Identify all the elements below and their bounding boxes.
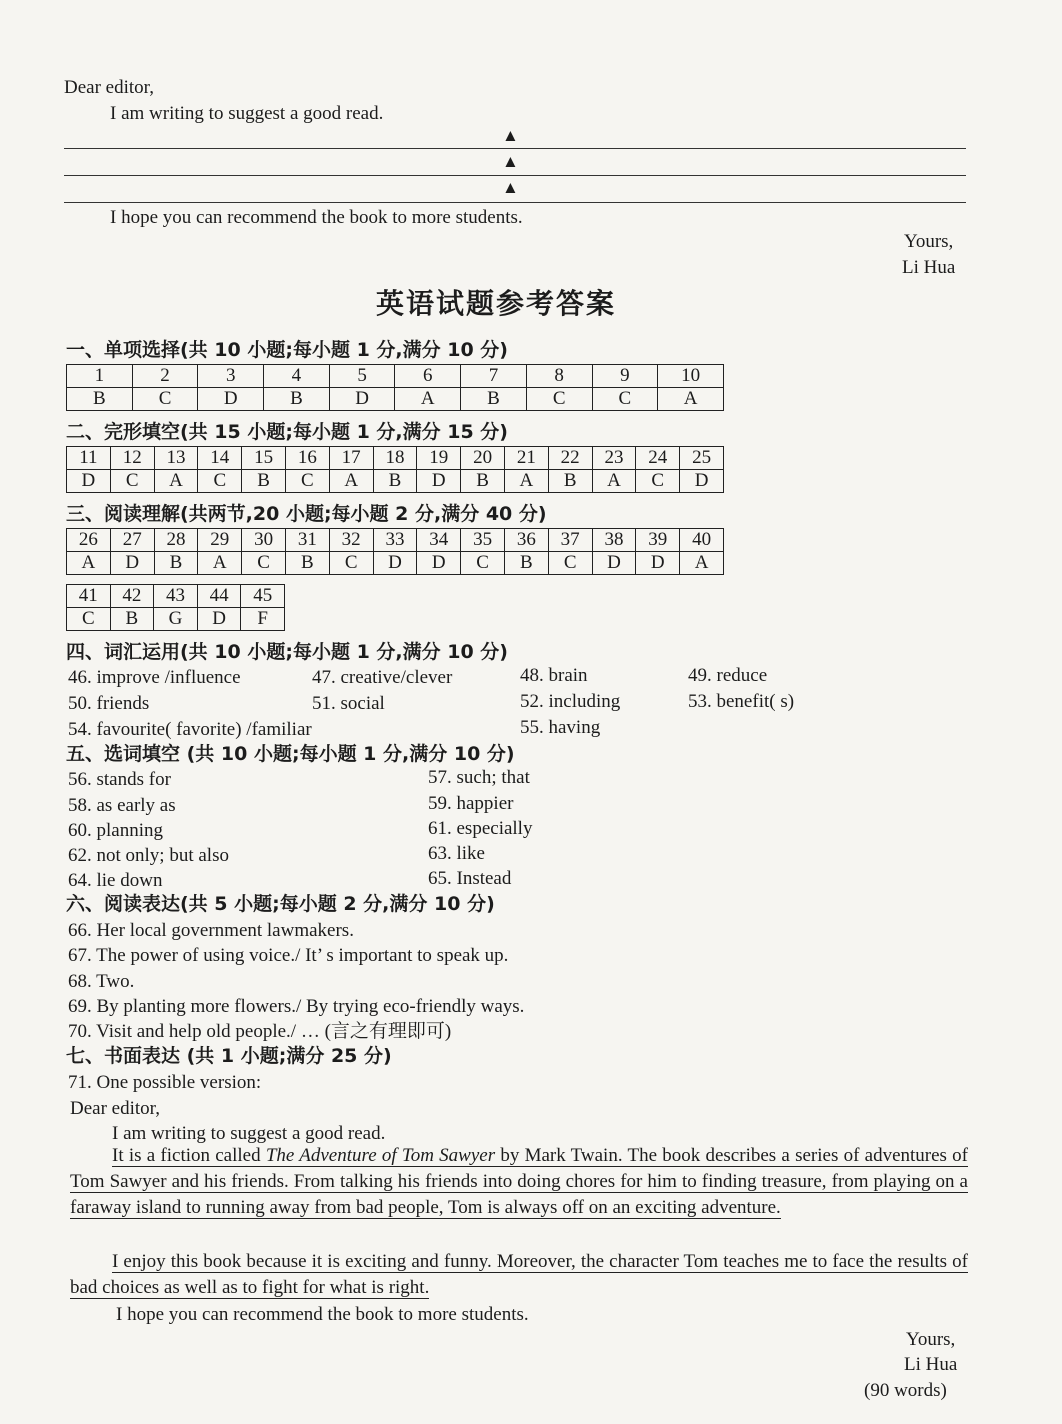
q-answer: A	[198, 552, 242, 575]
section2-answer-table	[66, 446, 724, 493]
q-number: 30	[242, 529, 286, 552]
answer-item: 67. The power of using voice./ It’ s important to speak up.	[68, 945, 509, 966]
q-answer: D	[417, 470, 461, 493]
q-answer: D	[329, 388, 395, 411]
section3-heading: 三、阅读理解(共两节,20 小题;每小题 2 分,满分 40 分)	[66, 503, 547, 525]
q-number: 43	[154, 585, 198, 608]
answer-item: 60. planning	[68, 820, 163, 841]
answer-item: 51. social	[312, 693, 385, 714]
q-answer: D	[417, 552, 461, 575]
answer-item: 52. including	[520, 691, 621, 712]
q-answer: C	[526, 388, 592, 411]
q-number: 7	[461, 365, 527, 388]
q-answer: B	[110, 608, 154, 631]
answer-item: 57. such; that	[428, 767, 530, 788]
q-answer: D	[680, 470, 724, 493]
q-number: 17	[329, 447, 373, 470]
q-answer: G	[154, 608, 198, 631]
blank-line-2	[64, 175, 966, 176]
section3-answer-table	[66, 528, 724, 575]
q-answer: B	[461, 388, 527, 411]
q-number: 33	[373, 529, 417, 552]
q-number: 28	[154, 529, 198, 552]
q-answer: C	[461, 552, 505, 575]
q-number: 6	[395, 365, 461, 388]
q-number: 4	[264, 365, 330, 388]
q-number: 34	[417, 529, 461, 552]
q-number: 8	[526, 365, 592, 388]
q-number: 2	[132, 365, 198, 388]
q-number: 27	[110, 529, 154, 552]
q-number: 42	[110, 585, 154, 608]
essay-paragraph-2	[70, 1249, 968, 1301]
book-title: The Adventure of Tom Sawyer	[265, 1145, 496, 1166]
q-answer: D	[198, 388, 264, 411]
blank-marker-1: ▲	[502, 126, 519, 145]
q-answer: B	[67, 388, 133, 411]
q-answer: D	[636, 552, 680, 575]
answer-item: 58. as early as	[68, 795, 176, 816]
q-answer: A	[67, 552, 111, 575]
q-answer: A	[395, 388, 461, 411]
section1-number-row	[67, 365, 724, 388]
q-number: 12	[110, 447, 154, 470]
letter-closing-line: I hope you can recommend the book to more students.	[110, 207, 523, 228]
section5-heading: 五、选词填空 (共 10 小题;每小题 1 分,满分 10 分)	[66, 743, 515, 765]
q-number: 26	[67, 529, 111, 552]
answer-item: 49. reduce	[688, 665, 768, 686]
q-number: 1	[67, 365, 133, 388]
section2-answer-row	[67, 470, 724, 493]
letter-signature: Li Hua	[902, 257, 956, 278]
answer-item: 56. stands for	[68, 769, 171, 790]
essay-intro: 71. One possible version:	[68, 1072, 262, 1093]
answer-item: 53. benefit( s)	[688, 691, 795, 712]
answer-item: 68. Two.	[68, 971, 135, 992]
answer-item: 70. Visit and help old people./ … (言之有理即可)	[68, 1021, 452, 1042]
section3-answer-row-2	[67, 608, 285, 631]
q-answer: C	[198, 470, 242, 493]
q-number: 24	[636, 447, 680, 470]
q-answer: B	[373, 470, 417, 493]
q-number: 45	[241, 585, 285, 608]
essay-sign-off: Yours,	[906, 1329, 956, 1350]
q-number: 37	[548, 529, 592, 552]
q-number: 9	[592, 365, 658, 388]
blank-line-3	[64, 202, 966, 203]
q-number: 38	[592, 529, 636, 552]
q-number: 44	[197, 585, 241, 608]
letter-sign-off: Yours,	[904, 231, 954, 252]
essay-salutation: Dear editor,	[70, 1098, 160, 1119]
q-answer: C	[242, 552, 286, 575]
section2-heading: 二、完形填空(共 15 小题;每小题 1 分,满分 15 分)	[66, 421, 508, 443]
answer-item: 61. especially	[428, 818, 533, 839]
section3-answer-table-part2	[66, 584, 285, 631]
q-number: 18	[373, 447, 417, 470]
word-count: (90 words)	[864, 1380, 947, 1401]
essay-closing-line: I hope you can recommend the book to more students.	[116, 1304, 529, 1325]
blank-marker-2: ▲	[502, 152, 519, 171]
blank-marker-3: ▲	[502, 178, 519, 197]
q-answer: B	[548, 470, 592, 493]
answer-item: 64. lie down	[68, 870, 163, 891]
q-answer: C	[67, 608, 111, 631]
answer-item: 46. improve /influence	[68, 667, 241, 688]
section1-answer-row	[67, 388, 724, 411]
q-answer: B	[461, 470, 505, 493]
answer-item: 69. By planting more flowers./ By trying eco-friendly ways.	[68, 996, 525, 1017]
essay-p1-rest: by Mark Twain. The book describes a series of adventures of Tom Sawyer and his friends. From talking his friends into doing chores for him to finding treasure, from playing on a faraway island to running away from bad people, Tom is always off on an exciting adventure.	[70, 1145, 968, 1218]
q-answer: A	[504, 470, 548, 493]
q-answer: C	[636, 470, 680, 493]
page-title: 英语试题参考答案	[376, 287, 617, 320]
q-number: 21	[504, 447, 548, 470]
essay-paragraph-1	[70, 1143, 968, 1221]
q-number: 13	[154, 447, 198, 470]
q-answer: A	[592, 470, 636, 493]
q-number: 22	[548, 447, 592, 470]
letter-opening: I am writing to suggest a good read.	[110, 103, 384, 124]
letter-salutation: Dear editor,	[64, 77, 154, 98]
answer-item: 55. having	[520, 717, 601, 738]
q-answer: A	[658, 388, 724, 411]
q-answer: C	[132, 388, 198, 411]
section2-number-row	[67, 447, 724, 470]
q-answer: A	[329, 470, 373, 493]
section3-answer-row	[67, 552, 724, 575]
q-number: 29	[198, 529, 242, 552]
section3-number-row-2	[67, 585, 285, 608]
q-number: 14	[198, 447, 242, 470]
essay-p2-text: I enjoy this book because it is exciting and funny. Moreover, the character Tom teaches me to face the results of bad choices as well as to fight for what is right.	[70, 1251, 968, 1298]
section6-heading: 六、阅读表达(共 5 小题;每小题 2 分,满分 10 分)	[66, 893, 495, 915]
q-answer: D	[110, 552, 154, 575]
q-number: 10	[658, 365, 724, 388]
section3-number-row	[67, 529, 724, 552]
answer-item: 63. like	[428, 843, 485, 864]
q-answer: B	[264, 388, 330, 411]
blank-line-1	[64, 148, 966, 149]
q-number: 39	[636, 529, 680, 552]
section4-heading: 四、词汇运用(共 10 小题;每小题 1 分,满分 10 分)	[66, 641, 508, 663]
q-answer: C	[329, 552, 373, 575]
answer-item: 47. creative/clever	[312, 667, 453, 688]
q-number: 3	[198, 365, 264, 388]
answer-item: 66. Her local government lawmakers.	[68, 920, 354, 941]
answer-item: 54. favourite( favorite) /familiar	[68, 719, 312, 740]
q-answer: C	[548, 552, 592, 575]
answer-item: 65. Instead	[428, 868, 512, 889]
q-answer: D	[592, 552, 636, 575]
q-answer: A	[154, 470, 198, 493]
q-number: 11	[67, 447, 111, 470]
section1-answer-table	[66, 364, 724, 411]
answer-item: 59. happier	[428, 793, 514, 814]
q-number: 19	[417, 447, 461, 470]
q-answer: C	[285, 470, 329, 493]
q-answer: F	[241, 608, 285, 631]
q-answer: B	[242, 470, 286, 493]
q-number: 23	[592, 447, 636, 470]
q-number: 36	[504, 529, 548, 552]
q-number: 20	[461, 447, 505, 470]
essay-signature: Li Hua	[904, 1354, 958, 1375]
answer-item: 50. friends	[68, 693, 150, 714]
q-number: 25	[680, 447, 724, 470]
q-answer: C	[592, 388, 658, 411]
q-answer: D	[197, 608, 241, 631]
answer-item: 48. brain	[520, 665, 588, 686]
essay-opening: I am writing to suggest a good read.	[112, 1123, 386, 1144]
q-answer: C	[110, 470, 154, 493]
section7-heading: 七、书面表达 (共 1 小题;满分 25 分)	[66, 1045, 392, 1067]
q-number: 40	[680, 529, 724, 552]
q-number: 16	[285, 447, 329, 470]
q-number: 35	[461, 529, 505, 552]
q-answer: A	[680, 552, 724, 575]
essay-p1-prefix: It is a fiction called	[112, 1145, 266, 1166]
section1-heading: 一、单项选择(共 10 小题;每小题 1 分,满分 10 分)	[66, 339, 508, 361]
q-number: 32	[329, 529, 373, 552]
q-answer: D	[373, 552, 417, 575]
q-answer: B	[285, 552, 329, 575]
answer-item: 62. not only; but also	[68, 845, 229, 866]
q-number: 5	[329, 365, 395, 388]
q-answer: D	[67, 470, 111, 493]
q-answer: B	[154, 552, 198, 575]
q-number: 15	[242, 447, 286, 470]
q-number: 31	[285, 529, 329, 552]
q-answer: B	[504, 552, 548, 575]
q-number: 41	[67, 585, 111, 608]
